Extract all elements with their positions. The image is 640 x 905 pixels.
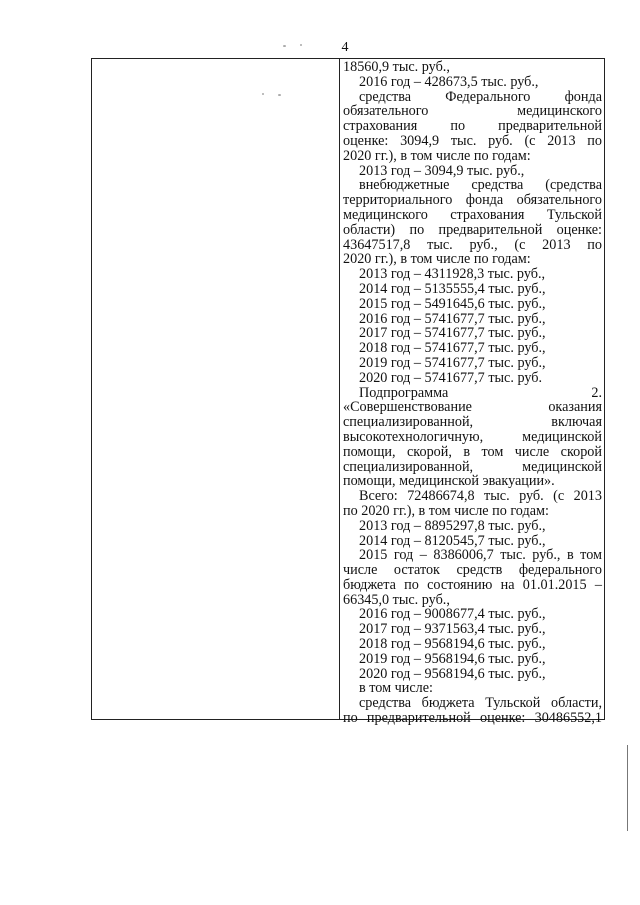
text-line: 2020 гг.), в том числе по годам: (343, 147, 531, 164)
text-line: средства Федерального фонда (359, 88, 602, 105)
text-line: 2019 год – 5741677,7 тыс. руб., (359, 354, 546, 371)
text-line: территориального фонда обязательного (343, 192, 602, 209)
text-line: 18560,9 тыс. руб., (343, 59, 450, 75)
funding-text-cell (343, 60, 602, 726)
text-line: 2016 год – 9008677,4 тыс. руб., (359, 606, 546, 623)
text-line: в том числе: (359, 680, 433, 697)
text-line: 2013 год – 8895297,8 тыс. руб., (359, 517, 546, 534)
text-line: 2015 год – 8386006,7 тыс. руб., в том (359, 547, 602, 564)
text-line: специализированной, включая (343, 414, 602, 431)
left-cell-empty (92, 59, 339, 719)
text-line: области) по предварительной оценке: (343, 221, 602, 238)
text-line: 2017 год – 9371563,4 тыс. руб., (359, 621, 546, 638)
text-line: числе остаток средств федерального (343, 562, 602, 579)
text-line: средства бюджета Тульской области, (359, 695, 602, 712)
text-line: помощи, медицинской эвакуации». (343, 473, 555, 490)
text-line: 2020 год – 9568194,6 тыс. руб., (359, 665, 546, 682)
text-line: медицинского страхования Тульской (343, 206, 602, 223)
scan-speck (278, 94, 281, 96)
text-line: «Совершенствование оказания (343, 399, 602, 416)
text-line: 66345,0 тыс. руб., (343, 591, 450, 608)
text-line: высокотехнологичную, медицинской (343, 428, 602, 445)
page-number: 4 (341, 40, 349, 55)
text-line: 2017 год – 5741677,7 тыс. руб., (359, 325, 546, 342)
text-line: 43647517,8 тыс. руб., (с 2013 по (343, 236, 602, 253)
text-line: 2019 год – 9568194,6 тыс. руб., (359, 650, 546, 667)
text-line: 2018 год – 5741677,7 тыс. руб., (359, 340, 546, 357)
text-line: 2020 гг.), в том числе по годам: (343, 251, 531, 268)
text-line: помощи, скорой, в том числе скорой (343, 443, 602, 460)
document-table (91, 58, 605, 727)
margin-scan-line (627, 745, 628, 831)
text-line: страхования по предварительной (343, 118, 602, 135)
text-line: 2018 год – 9568194,6 тыс. руб., (359, 636, 546, 653)
text-line: бюджета по состоянию на 01.01.2015 – (343, 576, 602, 593)
text-line: 2014 год – 5135555,4 тыс. руб., (359, 280, 546, 297)
scan-speck (262, 93, 264, 95)
text-line: Подпрограмма 2. (359, 384, 602, 401)
column-divider (339, 59, 340, 719)
scan-speck (283, 45, 286, 47)
text-line: 2014 год – 8120545,7 тыс. руб., (359, 532, 546, 549)
text-line: 2016 год – 428673,5 тыс. руб., (359, 73, 539, 90)
text-line: по 2020 гг.), в том числе по годам: (343, 502, 549, 519)
text-line: 2013 год – 4311928,3 тыс. руб., (359, 266, 546, 283)
text-line: 2013 год – 3094,9 тыс. руб., (359, 162, 525, 179)
text-line: Всего: 72486674,8 тыс. руб. (с 2013 (359, 488, 602, 505)
text-line: внебюджетные средства (средства (359, 177, 602, 194)
text-line: специализированной, медицинской (343, 458, 602, 475)
text-line: обязательного медицинского (343, 103, 602, 120)
text-line: 2015 год – 5491645,6 тыс. руб., (359, 295, 546, 312)
text-line: 2016 год – 5741677,7 тыс. руб., (359, 310, 546, 327)
text-line: по предварительной оценке: 30486552,1 (343, 710, 602, 727)
scan-speck (300, 44, 302, 46)
text-line: 2020 год – 5741677,7 тыс. руб. (359, 369, 543, 386)
text-line: оценке: 3094,9 тыс. руб. (с 2013 по (343, 132, 602, 149)
